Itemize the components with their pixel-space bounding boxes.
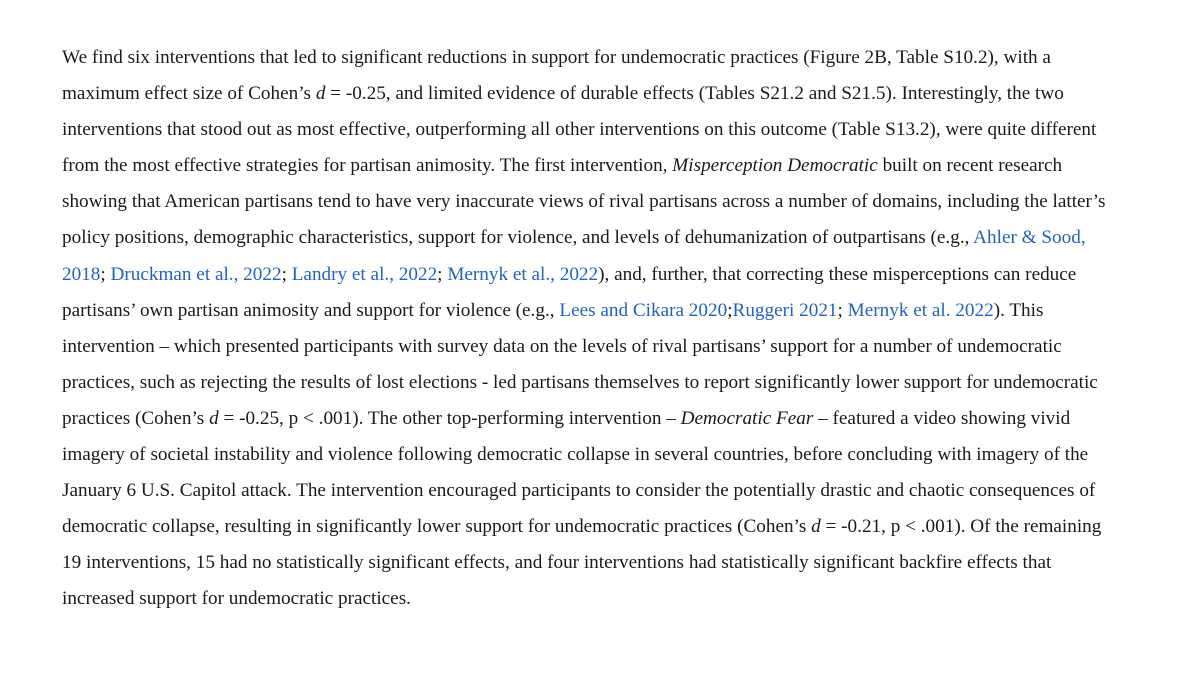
text-run: = -0.21, p < .001). Of the remaining bbox=[820, 516, 1102, 538]
citation-ahler-sood-year[interactable]: 2018 bbox=[62, 263, 101, 285]
text-run: ), and, further, that correcting these misperceptions can reduce bbox=[598, 263, 1077, 285]
text-run: = -0.25, p < .001). The other top-performing intervention – bbox=[218, 407, 681, 429]
text-line bbox=[62, 112, 1162, 148]
italic-text: Misperception Democratic bbox=[672, 155, 878, 177]
text-run: intervention – which presented participants with survey data on the levels of rival partisans’ support for a number of undemocratic bbox=[62, 335, 1062, 357]
text-run: democratic collapse, resulting in significantly lower support for undemocratic practices (Cohen’s bbox=[62, 516, 812, 538]
text-run: built on recent research bbox=[877, 155, 1063, 177]
text-run: ; bbox=[837, 299, 848, 321]
text-line bbox=[62, 509, 1162, 545]
text-run: ; bbox=[437, 263, 448, 285]
text-run: ). This bbox=[993, 299, 1044, 321]
text-run: from the most effective strategies for partisan animosity. The first intervention, bbox=[62, 155, 673, 177]
citation-ahler-sood[interactable]: Ahler & Sood, bbox=[973, 227, 1086, 249]
text-run: January 6 U.S. Capitol attack. The intervention encouraged participants to consider the potentially drastic and chaotic consequences of bbox=[62, 480, 1096, 502]
text-line bbox=[62, 401, 1162, 437]
text-run: imagery of societal instability and violence following democratic collapse in several countries, before concluding with imagery of the bbox=[62, 444, 1089, 466]
text-line bbox=[62, 184, 1162, 220]
text-run: increased support for undemocratic practices. bbox=[62, 588, 411, 610]
text-line bbox=[62, 40, 1162, 76]
text-run: ; bbox=[727, 299, 733, 321]
text-run: practices (Cohen’s bbox=[62, 407, 210, 429]
citation-mernyk-b[interactable]: Mernyk et al. 2022 bbox=[847, 299, 994, 321]
text-run: policy positions, demographic characteristics, support for violence, and levels of dehumanization of outpartisans (e.g., bbox=[62, 227, 974, 249]
text-line bbox=[62, 473, 1162, 509]
text-run: ; bbox=[281, 263, 292, 285]
text-line bbox=[62, 220, 1162, 256]
text-run: maximum effect size of Cohen’s bbox=[62, 83, 316, 105]
text-run: = -0.25, and limited evidence of durable effects (Tables S21.2 and S21.5). Interestingly, the two bbox=[325, 83, 1064, 105]
text-run: partisans’ own partisan animosity and support for violence (e.g., bbox=[62, 299, 560, 321]
text-line bbox=[62, 329, 1162, 365]
text-line bbox=[62, 365, 1162, 401]
text-line bbox=[62, 257, 1162, 293]
document-page bbox=[62, 40, 1162, 618]
text-line bbox=[62, 148, 1162, 184]
text-run: 19 interventions, 15 had no statistically significant effects, and four interventions had statistically significant backfire effects that bbox=[62, 552, 1052, 574]
italic-text: Democratic Fear bbox=[680, 407, 814, 429]
citation-lees-cikara[interactable]: Lees and Cikara 2020 bbox=[559, 299, 728, 321]
text-line bbox=[62, 76, 1162, 112]
text-run: ; bbox=[100, 263, 111, 285]
italic-text: d bbox=[209, 407, 219, 429]
text-line bbox=[62, 545, 1162, 581]
text-line bbox=[62, 437, 1162, 473]
citation-druckman[interactable]: Druckman et al., 2022 bbox=[110, 263, 282, 285]
italic-text: d bbox=[811, 516, 821, 538]
text-run: interventions that stood out as most effective, outperforming all other interventions on this outcome (Table S13.2), were quite different bbox=[62, 119, 1097, 141]
text-run: – featured a video showing vivid bbox=[813, 407, 1071, 429]
body-paragraph bbox=[62, 40, 1162, 618]
text-run: showing that American partisans tend to have very inaccurate views of rival partisans across a number of domains, including the latter’s bbox=[62, 191, 1106, 213]
citation-mernyk-a[interactable]: Mernyk et al., 2022 bbox=[447, 263, 599, 285]
citation-ruggeri[interactable]: Ruggeri 2021 bbox=[732, 299, 838, 321]
text-line bbox=[62, 293, 1162, 329]
text-line bbox=[62, 581, 1162, 617]
italic-text: d bbox=[315, 83, 326, 105]
citation-landry[interactable]: Landry et al., 2022 bbox=[291, 263, 438, 285]
text-run: practices, such as rejecting the results of lost elections - led partisans themselves to report significantly lower support for undemocratic bbox=[62, 371, 1098, 393]
text-run: We find six interventions that led to significant reductions in support for undemocratic practices (Figure 2B, Table S10.2), with a bbox=[62, 47, 1051, 68]
